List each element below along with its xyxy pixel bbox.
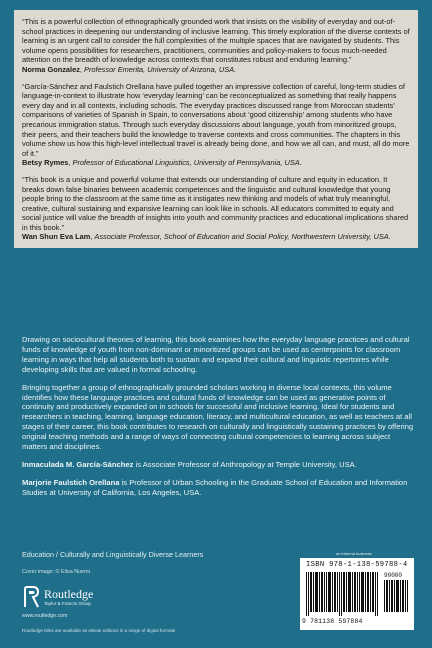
editor-bio: [22, 460, 414, 470]
endorser-name: Wan Shun Eva Lam: [22, 232, 91, 242]
addon-number: 90000: [384, 572, 403, 579]
publisher-name: Routledge: [44, 587, 94, 601]
ean-number: 9 781138 597884: [302, 618, 363, 625]
endorsement: “García-Sánchez and Faulstich Orellana have pulled together an impressive collection of careful, long-term studies of language-in-context to illustrate how ‘everyday learning’ can be reconceptualized as something that really happens every day and in all contexts, including schools. The everyday practices discussed range from Moroccan students’ comparisons of varieties of Spanish in Spain, to conversations about ‘good citizenship’ among students who have precarious immigration status. Through such everyday discussions about language, youth from minoritized groups, their peers, and their teachers build the knowledge to traverse contexts and cross communities. The chapters in this volume show us how this high-level intellectual travel is already being done, and how we all can, and must, all do more of it.” Betsy Rymes, Professor of Educational Linguistics, University of Pennsylvania, USA.: [22, 81, 410, 168]
ebook-note: Routledge titles are available as eBook editions in a range of digital formats: [22, 628, 176, 633]
editor-name: Marjorie Faulstich Orellana: [22, 477, 120, 487]
addon-barcode-icon: [384, 572, 408, 612]
editor-bio-text: is Associate Professor of Anthropology at Temple University, USA.: [133, 459, 357, 469]
publisher-logo: [22, 586, 122, 610]
publisher-group: Taylor & Francis Group: [44, 601, 91, 606]
endorser-role: Associate Professor, School of Education and Social Policy, Northwestern University, USA.: [94, 232, 391, 242]
endorsement-text: “This book is a unique and powerful volume that extends our understanding of culture and equity in education. It breaks down false binaries between academic competences and the linguistic and cultural knowledge that young people bring to the classroom at the same time as it instigates new thinking and models of what truly meaningful, creative, cultural sustaining and expansive learning can look like in schools. All educators committed to equity and social justice will value the breadth of insights into youth and community practices and educational implications shared in this book.”: [22, 174, 409, 232]
endorsement-text: “This is a powerful collection of ethnographically grounded work that insists on the visibility of everyday and out-of-school practices in deepening our understanding of inclusive learning. This timely exploration of the diverse contexts of learning is an urgent call to consider the full complexities of the multiple spaces that are navigated by students. This volume opens possibilities for researchers, practitioners, communities and policy-makers to focus much-needed attention on the breadth of knowledge across contexts that constitutes robust and enduring learning.”: [22, 17, 410, 65]
endorsement: “This is a powerful collection of ethnographically grounded work that insists on the visibility of everyday and out-of-school practices in deepening our understanding of inclusive learning. This timely exploration of the diverse contexts of learning is an urgent call to consider the full complexities of the multiple spaces that are navigated by students. This volume opens possibilities for researchers, practitioners, communities and policy-makers to focus much-needed attention on the breadth of knowledge across contexts that constitutes robust and enduring learning.” Norma Gonzalez, Professor Emerita, University of Arizona, USA.: [22, 17, 410, 74]
endorsement: “This book is a unique and powerful volume that extends our understanding of culture and equity in education. It breaks down false binaries between academic competences and the linguistic and cultural knowledge that young people bring to the classroom at the same time as it instigates new thinking and models of what truly meaningful, creative, cultural sustaining and expansive learning can look like in schools. All educators committed to equity and social justice will value the breadth of insights into youth and community practices and educational implications shared in this book.” Wan Shun Eva Lam, Associate Professor, School of Education and Social Policy, Northwestern University, USA.: [22, 174, 409, 242]
editor-bio: [22, 478, 414, 498]
description-paragraph: Drawing on sociocultural theories of learning, this book examines how the everyday language practices and cultural funds of knowledge of youth from non-dominant or minoritized groups can be used as centerpoints for classroom learning in ways that help all students both to sustain and expand their cultural and linguistic repertoires while developing skills that are valued in formal schooling.: [22, 335, 410, 374]
endorser-name: Betsy Rymes: [22, 158, 69, 168]
barcode-panel: [300, 558, 414, 630]
cover-image-credit: Cover image: © Elisa Nuemi: [22, 569, 90, 575]
subject-category: Education / Culturally and Linguistically Diverse Learners: [22, 550, 204, 559]
endorser-role: Professor of Educational Linguistics, University of Pennsylvania, USA.: [72, 158, 302, 168]
description-paragraph: Bringing together a group of ethnographically grounded scholars working in diverse local contexts, this volume identifies how these language practices and cultural funds of knowledge can be used as generative points of continuity and productively expanded on in schools for successful and inclusive learning. Ideal for students and researchers in teaching, learning, language education, literacy, and multicultural education, as well as teachers at all stages of their career, this book contributes to research on culturally and linguistically sustaining practices by offering original teaching methods and a range of ways of connecting cultural competencies to learning across subject matters and disciplines.: [22, 382, 414, 452]
editor-name: Inmaculada M. García-Sánchez: [22, 459, 134, 469]
endorsement-text: “García-Sánchez and Faulstich Orellana have pulled together an impressive collection of careful, long-term studies of language-in-context to illustrate how ‘everyday learning’ can be reconceptualized as something that really happens every day and in all contexts, including schools. The everyday practices discussed range from Moroccan students’ comparisons of varieties of Spanish in Spain, to conversations about ‘good citizenship’ among students who have precarious immigration status. Through such everyday discussions about language, youth from minoritized groups, their peers, and their teachers build the knowledge to traverse contexts and cross communities. The chapters in this volume show us how this high-level intellectual travel is already being done, and how we all can, and must, all do more of it.”: [22, 81, 410, 158]
informa-tag: an informa business: [336, 551, 372, 556]
ean-barcode-icon: [306, 572, 378, 616]
endorser-role: Professor Emerita, University of Arizona, USA.: [84, 64, 237, 74]
book-description: [22, 335, 414, 506]
editor-bio-text: is Professor of Urban Schooling in the Graduate School of Education and Information Studies at University of California, Los Angeles, USA.: [22, 477, 408, 497]
endorser-name: Norma Gonzalez: [22, 64, 80, 74]
endorsements-panel: [14, 10, 418, 248]
routledge-logo-icon: [22, 586, 40, 608]
publisher-website[interactable]: www.routledge.com: [22, 613, 68, 619]
isbn-label: ISBN 978-1-138-59788-4: [306, 561, 408, 569]
